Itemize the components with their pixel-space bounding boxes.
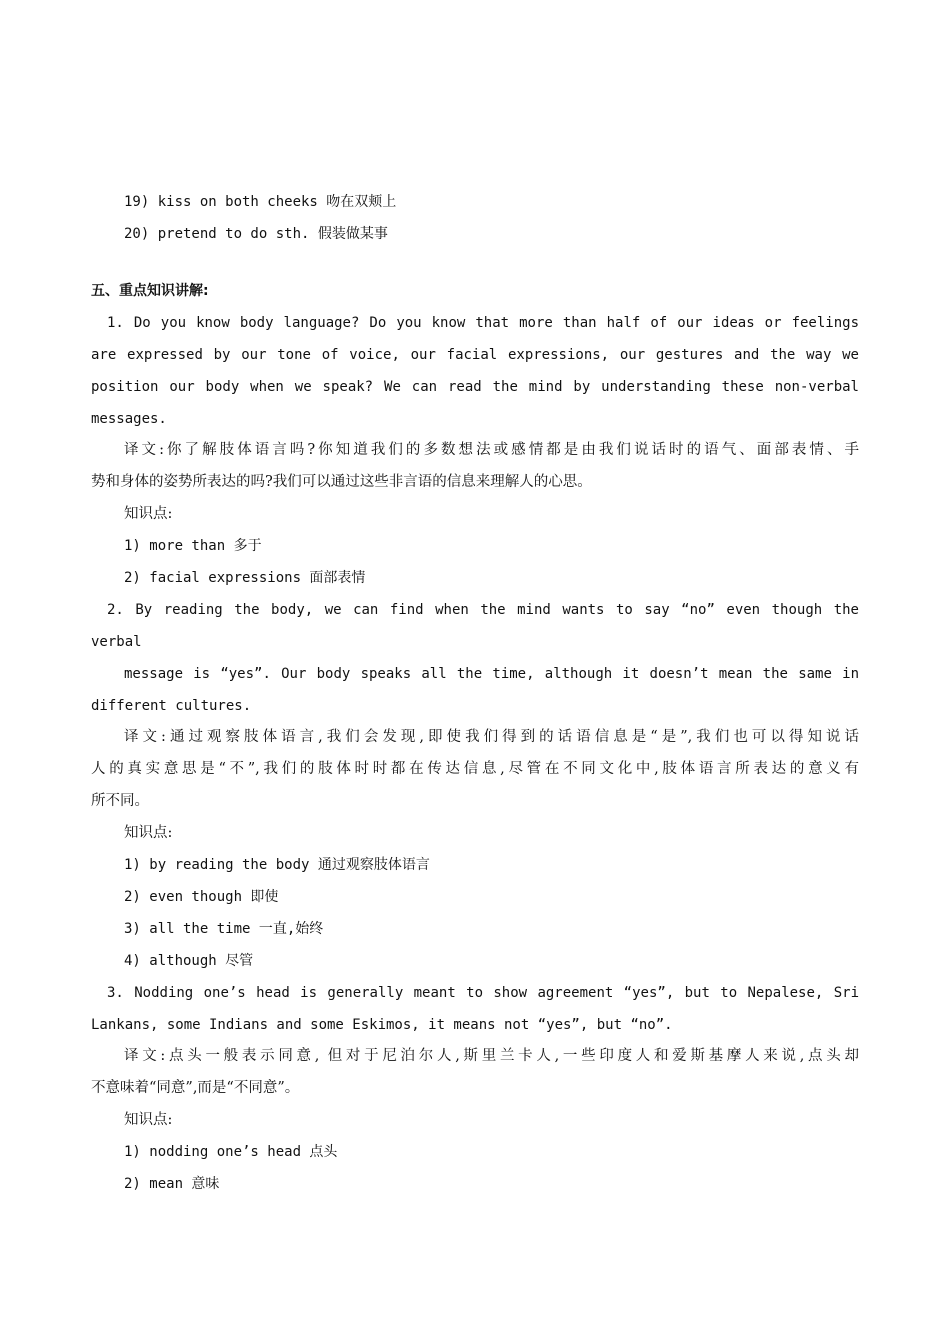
para1-knowledge-point: 1) more than 多于 [124, 538, 262, 554]
para1-knowledge-label: 知识点: [124, 506, 173, 522]
para1-english-line: position our body when we speak? We can read the mind by understanding these non-verbal [91, 379, 859, 395]
section-heading: 五、重点知识讲解: [91, 283, 209, 299]
para3-knowledge-point: 2) mean 意味 [124, 1176, 220, 1192]
vocab-item-19: 19) kiss on both cheeks 吻在双颊上 [124, 194, 397, 210]
para2-english-line: verbal [91, 634, 142, 650]
para2-knowledge-point: 4) although 尽管 [124, 953, 254, 969]
para1-translation-line: 势和身体的姿势所表达的吗?我们可以通过这些非言语的信息来理解人的心思。 [91, 474, 592, 490]
para3-english-line: 3. Nodding one’s head is generally meant to show agreement “yes”, but to Nepalese, Sri [107, 985, 859, 1001]
para2-english-line: different cultures. [91, 698, 252, 714]
para2-knowledge-point: 2) even though 即使 [124, 889, 279, 905]
para3-english-line: Lankans, some Indians and some Eskimos, it means not “yes”, but “no”. [91, 1017, 673, 1033]
para3-translation-line: 译文:点头一般表示同意, 但对于尼泊尔人,斯里兰卡人,一些印度人和爱斯基摩人来说,点头却 [124, 1048, 859, 1064]
para2-knowledge-point: 3) all the time 一直,始终 [124, 921, 324, 937]
para2-translation-line: 译文:通过观察肢体语言,我们会发现,即使我们得到的话语信息是“是”,我们也可以得知说话 [124, 729, 859, 745]
vocab-item-20: 20) pretend to do sth. 假装做某事 [124, 226, 388, 242]
para1-english-line: messages. [91, 411, 167, 427]
para2-translation-line: 所不同。 [91, 793, 149, 809]
para2-english-line: 2. By reading the body, we can find when the mind wants to say “no” even though the [107, 602, 859, 618]
para2-english-line: message is “yes”. Our body speaks all the time, although it doesn’t mean the same in [124, 666, 859, 682]
para2-knowledge-label: 知识点: [124, 825, 173, 841]
para3-knowledge-point: 1) nodding one’s head 点头 [124, 1144, 338, 1160]
para1-english-line: are expressed by our tone of voice, our facial expressions, our gestures and the way we [91, 347, 859, 363]
para2-translation-line: 人的真实意思是“不”,我们的肢体时时都在传达信息,尽管在不同文化中,肢体语言所表达的意义有 [91, 761, 859, 777]
para3-translation-line: 不意味着“同意”,而是“不同意”。 [91, 1080, 300, 1096]
para1-translation-line: 译文:你了解肢体语言吗?你知道我们的多数想法或感情都是由我们说话时的语气、面部表情、手 [124, 442, 859, 458]
para3-knowledge-label: 知识点: [124, 1112, 173, 1128]
para2-knowledge-point: 1) by reading the body 通过观察肢体语言 [124, 857, 430, 873]
para1-knowledge-point: 2) facial expressions 面部表情 [124, 570, 366, 586]
para1-english-line: 1. Do you know body language? Do you know that more than half of our ideas or feelings [107, 315, 859, 331]
